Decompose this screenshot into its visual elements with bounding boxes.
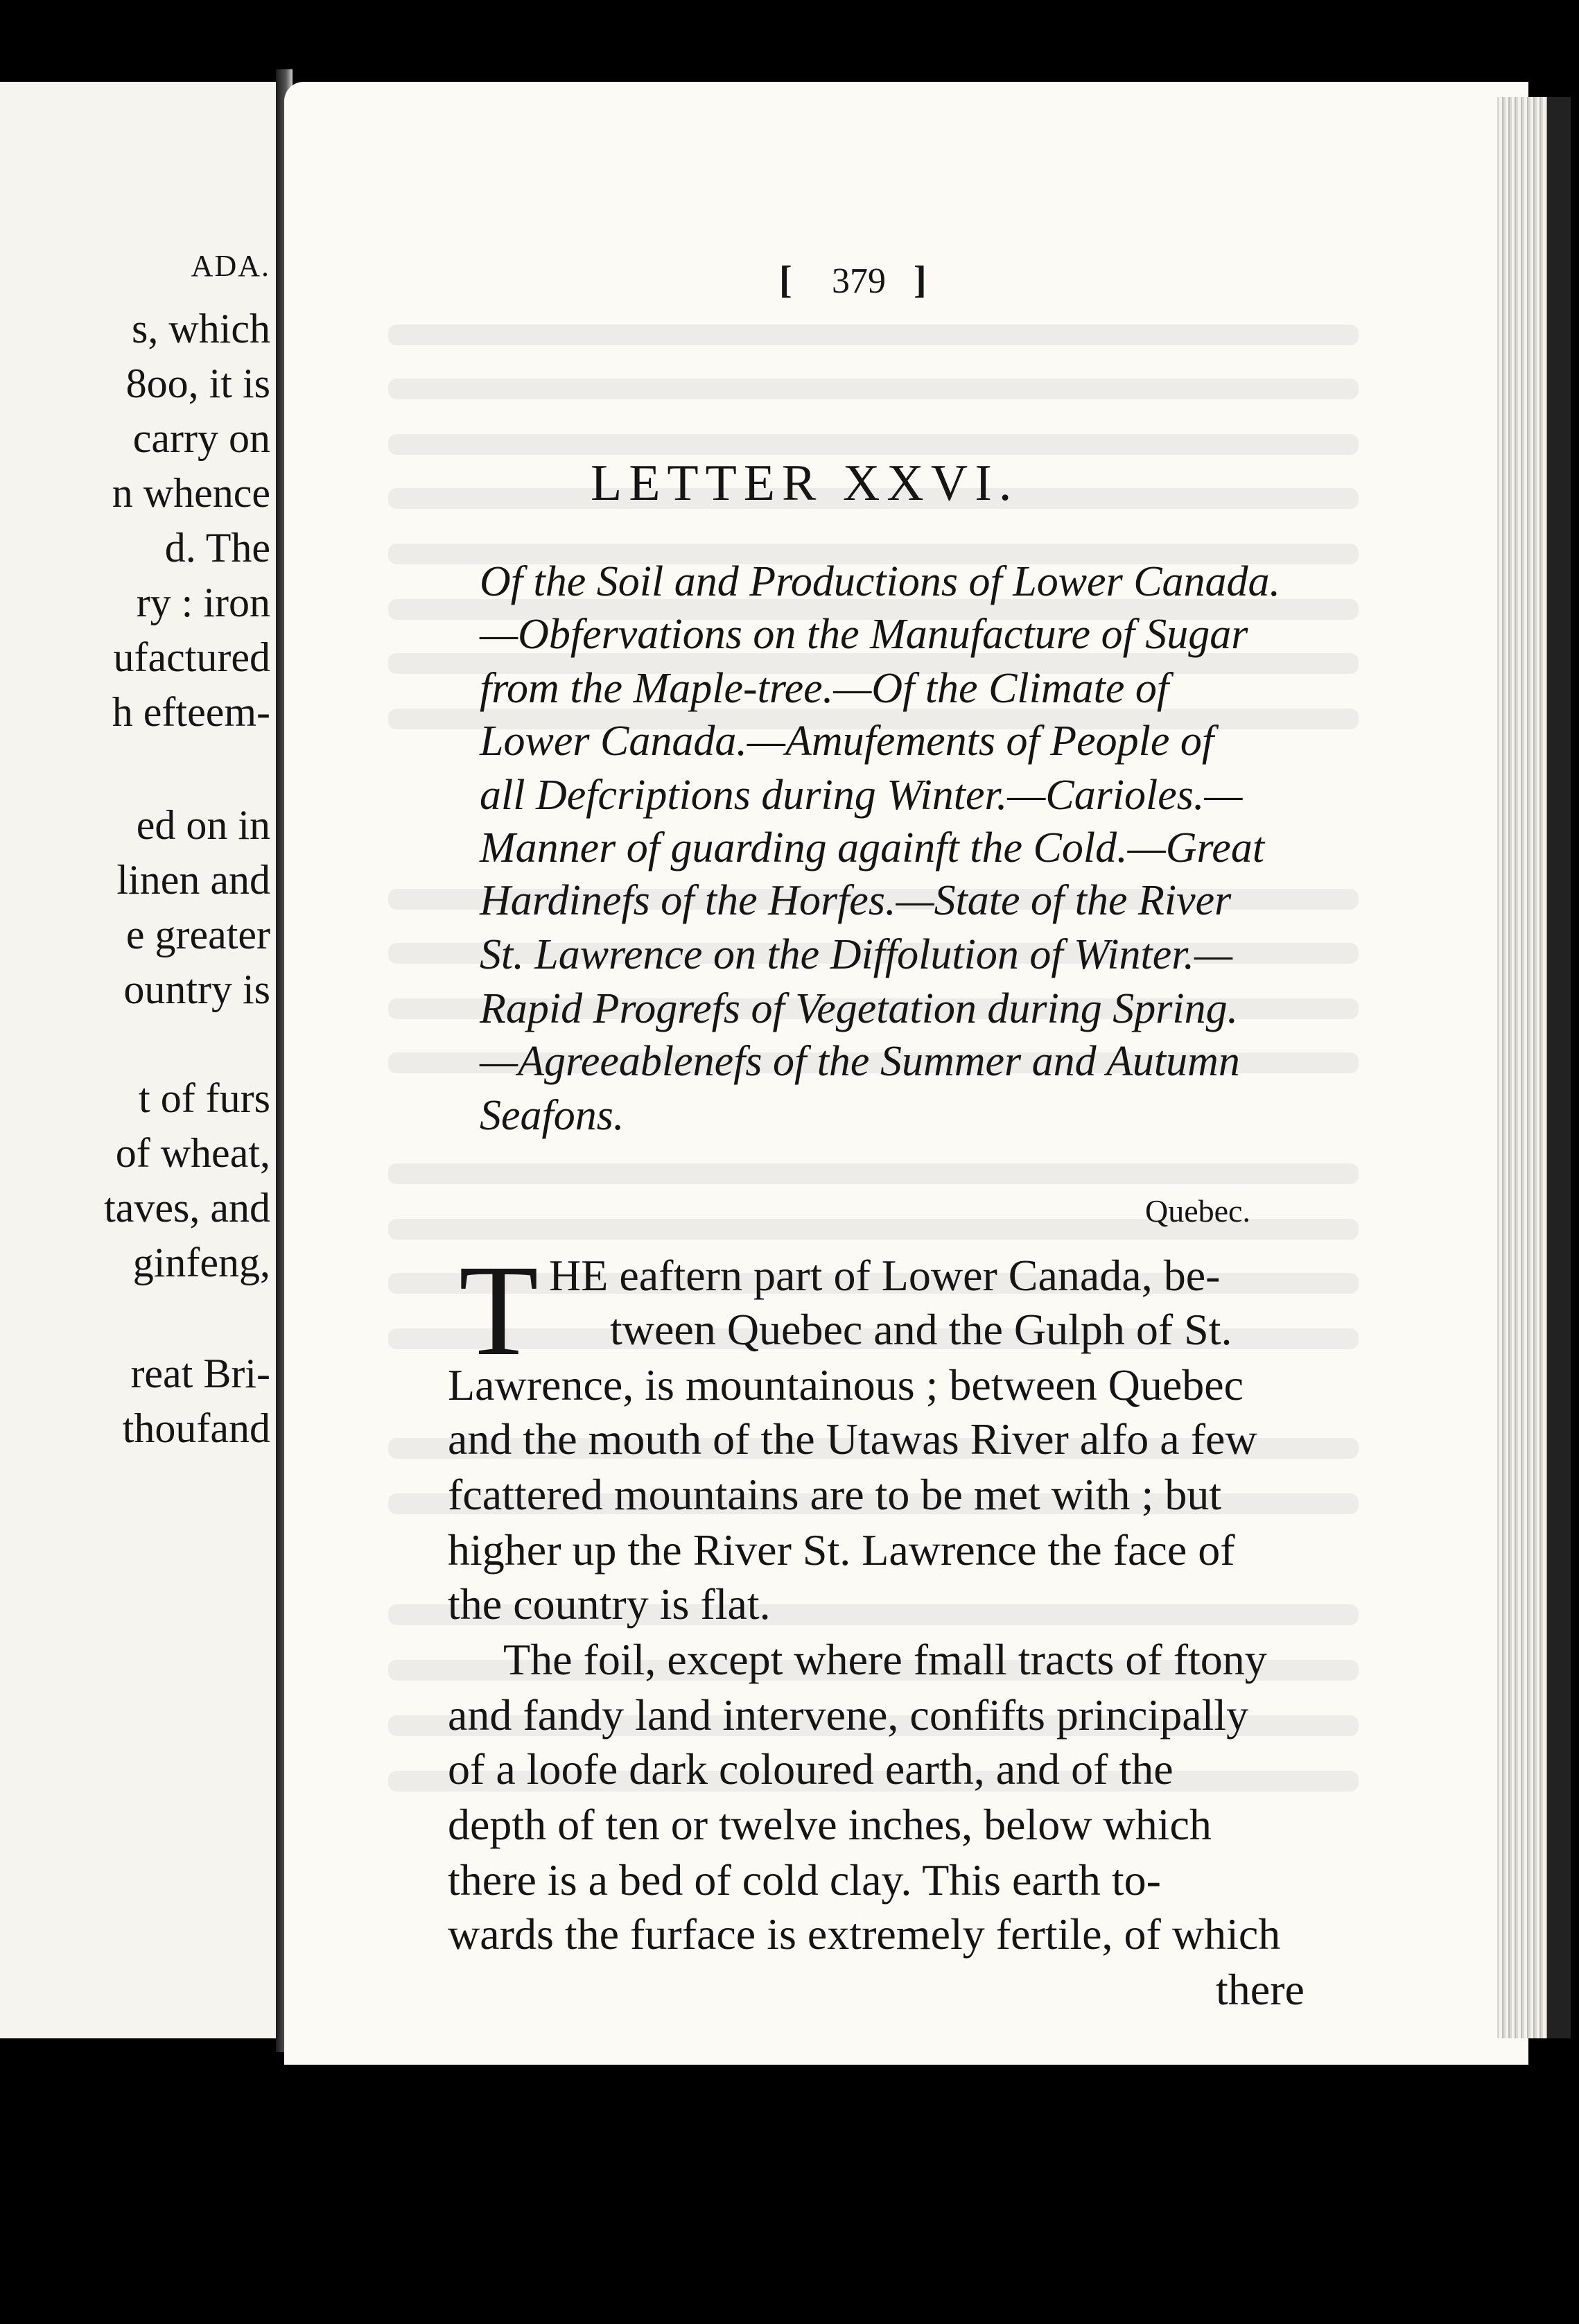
- left-line: reat Bri-: [130, 1351, 270, 1396]
- summary-line: —Agreeablenefs of the Summer and Autumn: [480, 1038, 1240, 1085]
- summary-line: Of the Soil and Productions of Lower Canada.: [480, 558, 1281, 605]
- body-line: and fandy land intervene, confifts principally: [448, 1690, 1249, 1740]
- summary-line: Hardinefs of the Horfes.—State of the River: [480, 877, 1232, 924]
- body-line: Lawrence, is mountainous ; between Quebec: [448, 1360, 1244, 1410]
- left-line: carry on: [132, 415, 270, 461]
- catchword: there: [1216, 1965, 1305, 2014]
- left-line: of wheat,: [115, 1130, 270, 1176]
- left-line: d. The: [164, 525, 270, 571]
- body-line: The foil, except where fmall tracts of ftony: [503, 1635, 1267, 1684]
- left-bracket-glyph: [: [779, 259, 792, 302]
- body-line: fcattered mountains are to be met with ; but: [448, 1470, 1222, 1519]
- body-line: there is a bed of cold clay. This earth to-: [448, 1855, 1161, 1905]
- left-line: thoufand: [122, 1405, 270, 1451]
- page-number: 379: [832, 261, 886, 301]
- left-line: linen and: [116, 857, 270, 903]
- body-line: HE eaftern part of Lower Canada, be-: [549, 1251, 1221, 1300]
- left-line: t of furs: [139, 1075, 270, 1121]
- place-dateline: Quebec.: [1145, 1193, 1250, 1229]
- body-line: and the mouth of the Utawas River alfo a few: [448, 1414, 1257, 1464]
- summary-line: Seafons.: [480, 1092, 625, 1139]
- summary-line: St. Lawrence on the Diffolution of Winter.—: [480, 931, 1233, 978]
- left-page-fragment: [0, 82, 276, 2038]
- left-line: n whence: [112, 470, 270, 516]
- page-edges: [1497, 97, 1553, 2038]
- left-line: e greater: [125, 912, 270, 957]
- drop-cap: T: [459, 1238, 539, 1382]
- summary-line: Lower Canada.—Amufements of People of: [480, 718, 1214, 765]
- summary-line: Manner of guarding againft the Cold.—Great: [480, 824, 1265, 872]
- body-line: higher up the River St. Lawrence the face of: [448, 1525, 1235, 1575]
- left-line: ry : iron: [136, 580, 270, 625]
- left-line: h efteem-: [112, 689, 270, 735]
- summary-line: —Obfervations on the Manufacture of Sugar: [480, 611, 1248, 658]
- book-cover-edge: [1547, 97, 1571, 2038]
- left-running-head: ADA.: [191, 249, 270, 283]
- body-line: of a loofe dark coloured earth, and of the: [448, 1744, 1174, 1794]
- left-line: ufactured: [113, 634, 270, 680]
- letter-title: LETTER XXVI.: [591, 455, 1019, 512]
- body-line: the country is flat.: [448, 1579, 771, 1629]
- left-line: s, which: [132, 306, 270, 352]
- summary-line: all Defcriptions during Winter.—Carioles.—: [480, 772, 1243, 819]
- left-line: ginfeng,: [132, 1240, 270, 1285]
- summary-line: Rapid Progrefs of Vegetation during Spring.: [480, 985, 1239, 1032]
- left-line: taves, and: [104, 1185, 270, 1231]
- left-line: 8oo, it is: [125, 361, 270, 406]
- summary-line: from the Maple-tree.—Of the Climate of: [480, 665, 1169, 712]
- left-line: ed on in: [136, 802, 270, 848]
- body-line: depth of ten or twelve inches, below which: [448, 1800, 1212, 1849]
- body-line: wards the furface is extremely fertile, of which: [448, 1909, 1281, 1959]
- body-line: tween Quebec and the Gulph of St.: [610, 1305, 1232, 1354]
- right-bracket-glyph: ]: [914, 259, 927, 302]
- left-line: ountry is: [123, 966, 270, 1012]
